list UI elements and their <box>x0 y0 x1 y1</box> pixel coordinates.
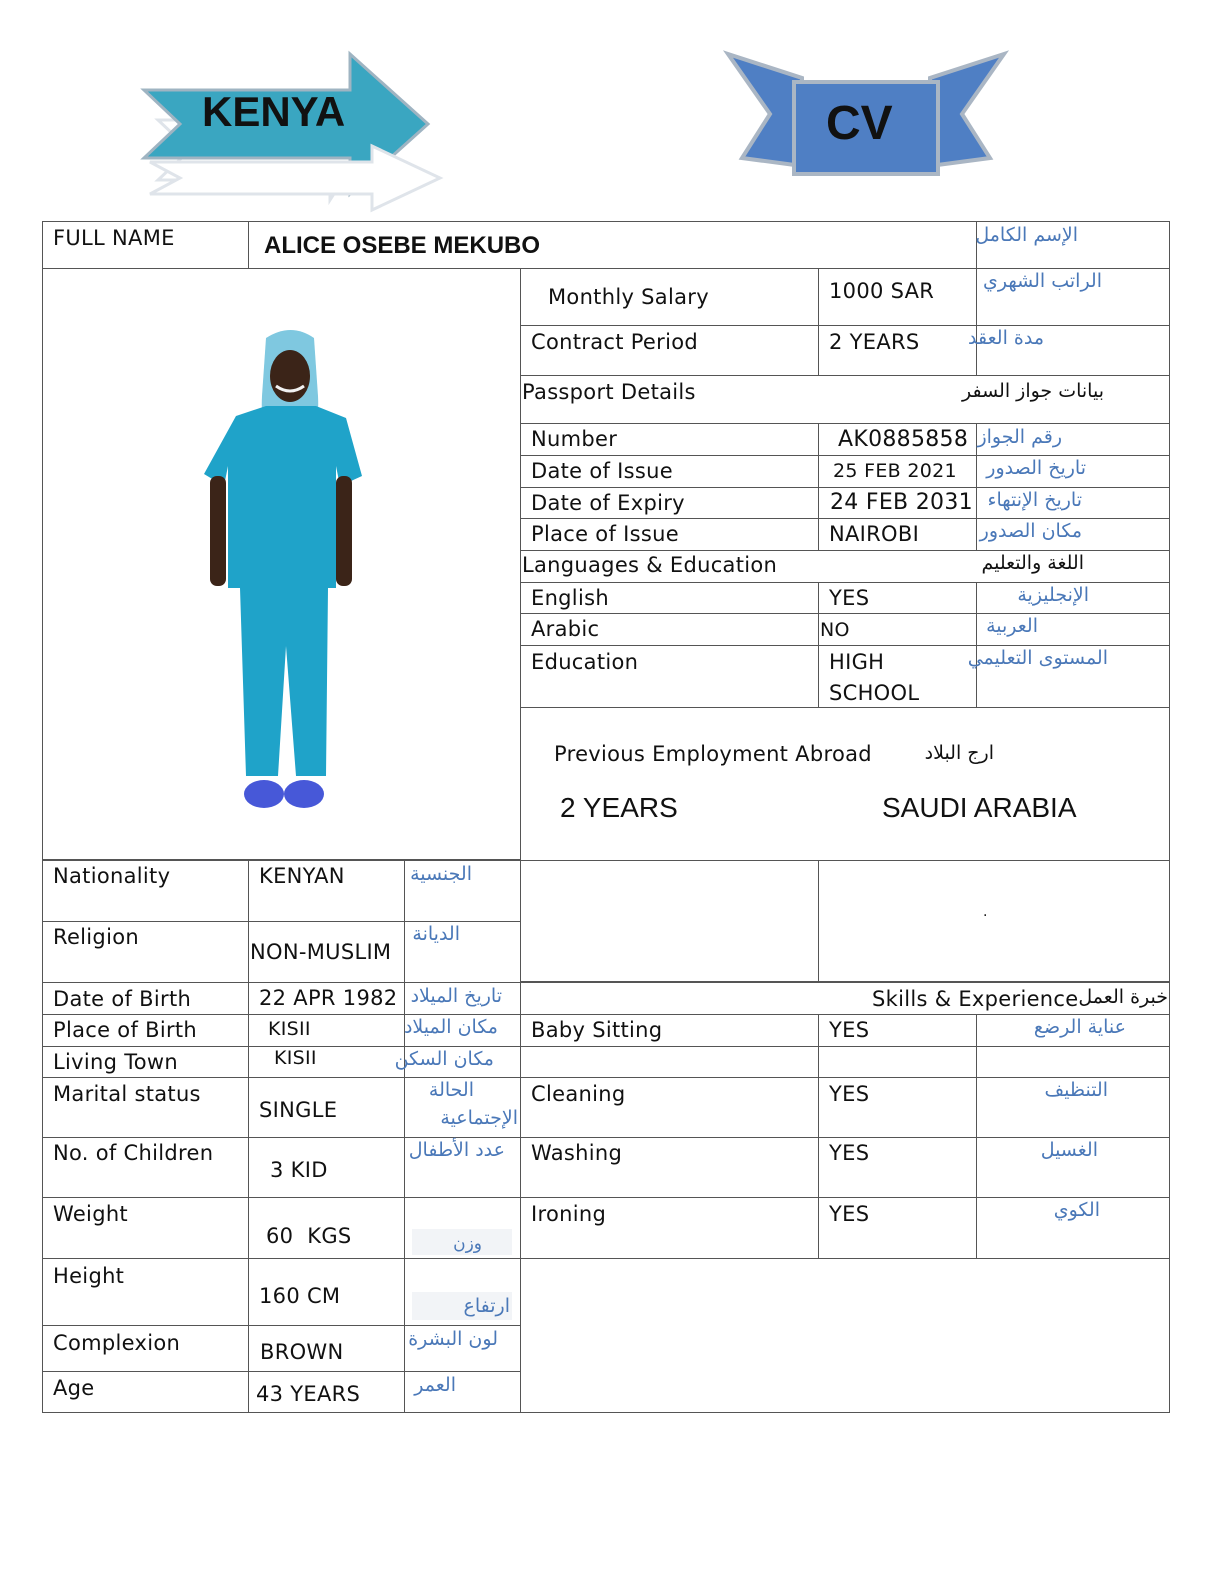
education-value-line1: HIGH <box>829 650 885 674</box>
passport-issue-label: Date of Issue <box>531 459 673 483</box>
skills-section-label: Skills & Experience <box>872 987 1079 1011</box>
candidate-photo <box>196 326 366 816</box>
contract-value: 2 YEARS <box>829 330 920 354</box>
salary-value: 1000 SAR <box>829 279 935 303</box>
town-value: KISII <box>274 1047 317 1069</box>
pob-label-ar: مكان الميلاد <box>403 1016 498 1038</box>
age-label: Age <box>53 1376 95 1400</box>
nationality-value: KENYAN <box>259 864 345 888</box>
weight-label-ar: وزن <box>453 1234 482 1254</box>
passport-expiry-value: 24 FEB 2031 <box>830 490 973 515</box>
cv-label: CV <box>826 97 893 150</box>
children-label-ar: عدد الأطفال <box>408 1139 505 1161</box>
education-label-ar: المستوى التعليمي <box>967 647 1108 669</box>
contract-label-ar: مدة العقد <box>968 327 1044 349</box>
previous-employment-duration: 2 YEARS <box>560 792 678 823</box>
dob-label-ar: تاريخ الميلاد <box>410 985 502 1007</box>
marital-label-ar-line2: الإجتماعية <box>440 1107 518 1129</box>
skill-washing-label: Washing <box>531 1141 623 1165</box>
passport-place-label: Place of Issue <box>531 522 679 546</box>
passport-expiry-label-ar: تاريخ الإنتهاء <box>987 489 1082 511</box>
town-value-cell <box>248 1046 405 1078</box>
skill-ironing-value: YES <box>829 1202 870 1226</box>
dob-label: Date of Birth <box>53 987 192 1011</box>
salary-label: Monthly Salary <box>548 285 709 309</box>
contract-label: Contract Period <box>531 330 698 354</box>
passport-number-label-ar: رقم الجواز <box>977 426 1062 448</box>
languages-section-label-ar: اللغة والتعليم <box>981 552 1084 574</box>
height-label: Height <box>53 1264 125 1288</box>
nationality-label-ar: الجنسية <box>410 863 472 885</box>
nationality-label: Nationality <box>53 864 171 888</box>
passport-number-label: Number <box>531 427 618 451</box>
religion-label-ar: الديانة <box>412 923 460 945</box>
previous-employment-label: Previous Employment Abroad <box>554 742 872 766</box>
previous-employment-country: SAUDI ARABIA <box>882 792 1077 823</box>
country-label: KENYA <box>202 88 346 135</box>
age-label-ar: العمر <box>414 1374 456 1396</box>
passport-section-label-ar: بيانات جواز السفر <box>962 380 1104 402</box>
stray-dot: . <box>983 904 988 920</box>
marital-label-ar-line1: الحالة <box>428 1079 474 1101</box>
skill-blank-value-cell <box>818 1046 977 1078</box>
education-label: Education <box>531 650 639 674</box>
skill-cleaning-value: YES <box>829 1082 870 1106</box>
empty-cell-left <box>520 860 819 982</box>
religion-label: Religion <box>53 925 139 949</box>
weight-value: 60 KGS <box>266 1224 352 1248</box>
skill-ironing-ar: الكوي <box>1053 1199 1100 1221</box>
full-name-label: FULL NAME <box>53 226 175 250</box>
passport-issue-value: 25 FEB 2021 <box>833 460 957 482</box>
town-label-ar: مكان السكن <box>394 1048 494 1070</box>
town-label: Living Town <box>53 1050 179 1074</box>
children-value: 3 KID <box>270 1158 328 1182</box>
religion-value: NON-MUSLIM <box>250 940 392 964</box>
skill-cleaning-ar: التنظيف <box>1044 1079 1108 1101</box>
passport-place-value: NAIROBI <box>829 522 920 546</box>
english-label-ar: الإنجليزية <box>1017 584 1089 606</box>
skill-baby-sitting-value: YES <box>829 1018 870 1042</box>
children-label: No. of Children <box>53 1141 214 1165</box>
weight-label: Weight <box>53 1202 128 1226</box>
dob-value: 22 APR 1982 <box>259 986 398 1010</box>
complexion-label-ar: لون البشرة <box>408 1328 498 1350</box>
passport-number-value: AK0885858 <box>838 427 969 452</box>
empty-cell-right <box>818 860 1170 982</box>
arabic-value: NO <box>820 619 850 641</box>
complexion-value: BROWN <box>260 1340 344 1364</box>
height-label-ar: ارتفاع <box>463 1295 510 1317</box>
english-value: YES <box>829 586 870 610</box>
skills-empty-area <box>520 1258 1170 1413</box>
marital-value: SINGLE <box>259 1098 338 1122</box>
previous-employment-label-ar: ارج البلاد <box>924 742 994 764</box>
kenya-banner-arrow <box>140 50 450 230</box>
passport-issue-label-ar: تاريخ الصدور <box>986 457 1086 479</box>
skills-section-label-ar: خبرة العمل <box>1078 986 1168 1008</box>
pob-value: KISII <box>268 1018 311 1040</box>
marital-label: Marital status <box>53 1082 201 1106</box>
english-label: English <box>531 586 609 610</box>
arabic-label-ar: العربية <box>986 615 1038 637</box>
full-name-label-ar: الإسم الكامل <box>975 224 1078 246</box>
previous-employment-cell <box>520 707 1170 861</box>
pob-label: Place of Birth <box>53 1018 198 1042</box>
arabic-label: Arabic <box>531 617 600 641</box>
education-value-line2: SCHOOL <box>829 681 920 705</box>
skill-baby-sitting-ar: عناية الرضع <box>1033 1016 1126 1038</box>
skill-washing-ar: الغسيل <box>1040 1139 1098 1161</box>
languages-section-label: Languages & Education <box>522 553 778 577</box>
salary-label-ar: الراتب الشهري <box>983 270 1102 292</box>
skill-baby-sitting-label: Baby Sitting <box>531 1018 663 1042</box>
passport-place-label-ar: مكان الصدور <box>979 520 1082 542</box>
complexion-label: Complexion <box>53 1331 181 1355</box>
full-name-value: ALICE OSEBE MEKUBO <box>264 232 541 259</box>
height-value: 160 CM <box>259 1284 341 1308</box>
passport-expiry-label: Date of Expiry <box>531 491 685 515</box>
skill-washing-value: YES <box>829 1141 870 1165</box>
passport-section-label: Passport Details <box>522 380 696 404</box>
age-value: 43 YEARS <box>256 1382 361 1406</box>
skill-cleaning-label: Cleaning <box>531 1082 626 1106</box>
skill-ironing-label: Ironing <box>531 1202 607 1226</box>
